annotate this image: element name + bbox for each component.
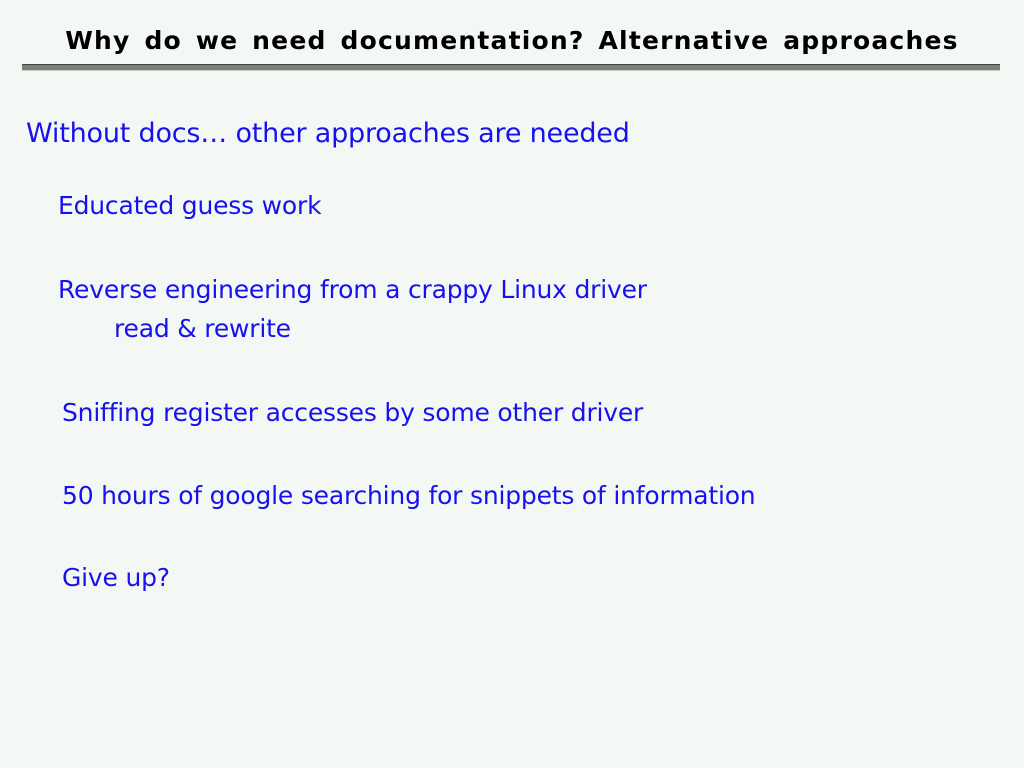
list-item: Sniffing register accesses by some other driver bbox=[62, 398, 644, 427]
page-title: Why do we need documentation? Alternative approaches bbox=[65, 26, 959, 55]
title-divider bbox=[22, 64, 1000, 71]
list-item: Give up? bbox=[62, 563, 170, 592]
list-item: 50 hours of google searching for snippets of information bbox=[62, 481, 756, 510]
list-item-sub: read & rewrite bbox=[114, 314, 291, 343]
list-item: Educated guess work bbox=[58, 191, 322, 220]
list-item: Reverse engineering from a crappy Linux driver bbox=[58, 275, 647, 304]
lead-text: Without docs… other approaches are needed bbox=[26, 118, 630, 149]
